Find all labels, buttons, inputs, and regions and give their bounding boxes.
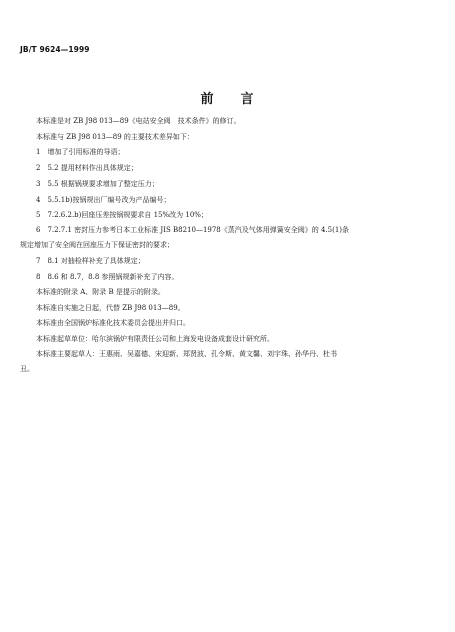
list-item: 7 8.1 对抽检样补充了具体规定； <box>36 257 145 265</box>
diff-intro-paragraph: 本标准与 ZB J98 013—89 的主要技术差异如下： <box>36 133 194 141</box>
intro-paragraph: 本标准是对 ZB J98 013—89《电站安全阀 技术条件》的修订。 <box>36 117 241 125</box>
replace-paragraph: 本标准自实施之日起，代替 ZB J98 013—89。 <box>36 304 185 312</box>
list-item: 3 5.5 根据锅规要求增加了整定压力； <box>36 180 159 188</box>
drafters-paragraph-continuation: 丑。 <box>20 365 34 373</box>
list-item: 8 8.6 和 8.7，8.8 参照锅规新补充了内容。 <box>36 273 179 281</box>
list-item: 6 7.2.7.1 密封压力参考日本工业标准 JIS B8210—1978《蒸汽及气体用弹簧安全阀》的 4.5(1)条 <box>36 226 350 234</box>
drafters-paragraph: 本标准主要起草人：王惠雨、吴嘉德、宋迎新、郑贤波、孔令斯、黄文馨、刘宇珠、孙华丹、杜书 <box>36 350 337 358</box>
list-item: 4 5.5.1b)按锅规出厂编号改为产品编号； <box>36 196 171 204</box>
drafting-units-paragraph: 本标准起草单位：哈尔滨锅炉有限责任公司和上海发电设备成套设计研究所。 <box>36 335 274 343</box>
title-char-1: 前 <box>200 92 215 107</box>
list-item: 2 5.2 提用材料作出具体规定； <box>36 164 138 172</box>
proposer-paragraph: 本标准由全国锅炉标准化技术委员会提出并归口。 <box>36 319 190 327</box>
list-item: 5 7.2.6.2.b)回座压差按锅规要求自 15%改为 10%； <box>36 211 208 219</box>
list-item-continuation: 规定增加了安全阀在回座压力下保证密封的要求； <box>20 241 174 249</box>
title-char-2: 言 <box>240 92 255 107</box>
appendix-paragraph: 本标准的附录 A、附录 B 是提示的附录。 <box>36 288 165 296</box>
list-item: 1 增加了引用标准的导语； <box>36 148 125 156</box>
standard-code: JB/T 9624—1999 <box>20 45 90 54</box>
document-title <box>0 88 455 107</box>
